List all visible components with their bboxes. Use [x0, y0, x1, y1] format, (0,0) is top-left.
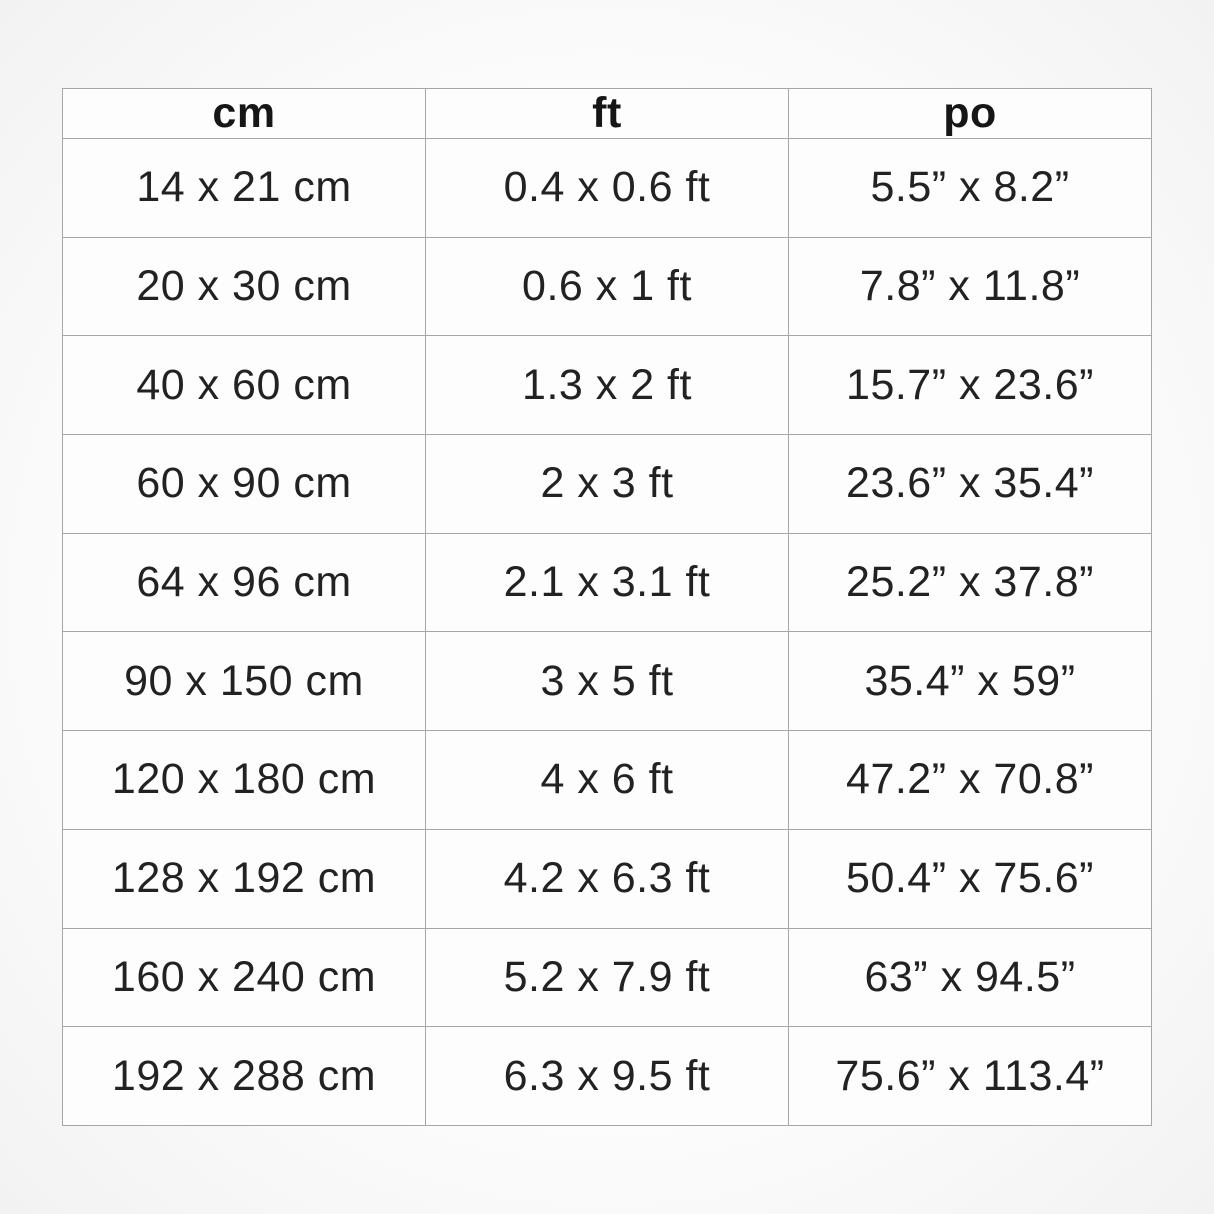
table-row	[63, 1027, 1152, 1126]
cell-ft: 0.6 x 1 ft	[426, 237, 789, 336]
size-conversion-table	[62, 88, 1152, 1126]
table-row	[63, 139, 1152, 238]
size-conversion-table-container	[62, 88, 1152, 1126]
cell-po: 75.6” x 113.4”	[789, 1027, 1152, 1126]
header-row	[63, 89, 1152, 139]
table-row	[63, 632, 1152, 731]
cell-cm: 40 x 60 cm	[63, 336, 426, 435]
table-row	[63, 435, 1152, 534]
cell-cm: 20 x 30 cm	[63, 237, 426, 336]
table-row	[63, 731, 1152, 830]
cell-po: 7.8” x 11.8”	[789, 237, 1152, 336]
cell-ft: 4.2 x 6.3 ft	[426, 829, 789, 928]
cell-po: 63” x 94.5”	[789, 928, 1152, 1027]
cell-po: 50.4” x 75.6”	[789, 829, 1152, 928]
table-row	[63, 533, 1152, 632]
cell-ft: 6.3 x 9.5 ft	[426, 1027, 789, 1126]
cell-po: 25.2” x 37.8”	[789, 533, 1152, 632]
cell-cm: 90 x 150 cm	[63, 632, 426, 731]
cell-po: 5.5” x 8.2”	[789, 139, 1152, 238]
table-row	[63, 237, 1152, 336]
table-row	[63, 928, 1152, 1027]
cell-cm: 192 x 288 cm	[63, 1027, 426, 1126]
cell-po: 23.6” x 35.4”	[789, 435, 1152, 534]
table-header	[63, 89, 1152, 139]
cell-po: 47.2” x 70.8”	[789, 731, 1152, 830]
cell-ft: 4 x 6 ft	[426, 731, 789, 830]
cell-ft: 3 x 5 ft	[426, 632, 789, 731]
column-header-ft: ft	[426, 89, 789, 139]
cell-cm: 60 x 90 cm	[63, 435, 426, 534]
cell-po: 15.7” x 23.6”	[789, 336, 1152, 435]
cell-ft: 1.3 x 2 ft	[426, 336, 789, 435]
table-body	[63, 139, 1152, 1126]
cell-cm: 128 x 192 cm	[63, 829, 426, 928]
cell-cm: 64 x 96 cm	[63, 533, 426, 632]
cell-cm: 14 x 21 cm	[63, 139, 426, 238]
cell-ft: 2 x 3 ft	[426, 435, 789, 534]
cell-cm: 160 x 240 cm	[63, 928, 426, 1027]
cell-ft: 0.4 x 0.6 ft	[426, 139, 789, 238]
table-row	[63, 829, 1152, 928]
cell-ft: 2.1 x 3.1 ft	[426, 533, 789, 632]
table-row	[63, 336, 1152, 435]
column-header-po: po	[789, 89, 1152, 139]
column-header-cm: cm	[63, 89, 426, 139]
cell-ft: 5.2 x 7.9 ft	[426, 928, 789, 1027]
cell-cm: 120 x 180 cm	[63, 731, 426, 830]
cell-po: 35.4” x 59”	[789, 632, 1152, 731]
